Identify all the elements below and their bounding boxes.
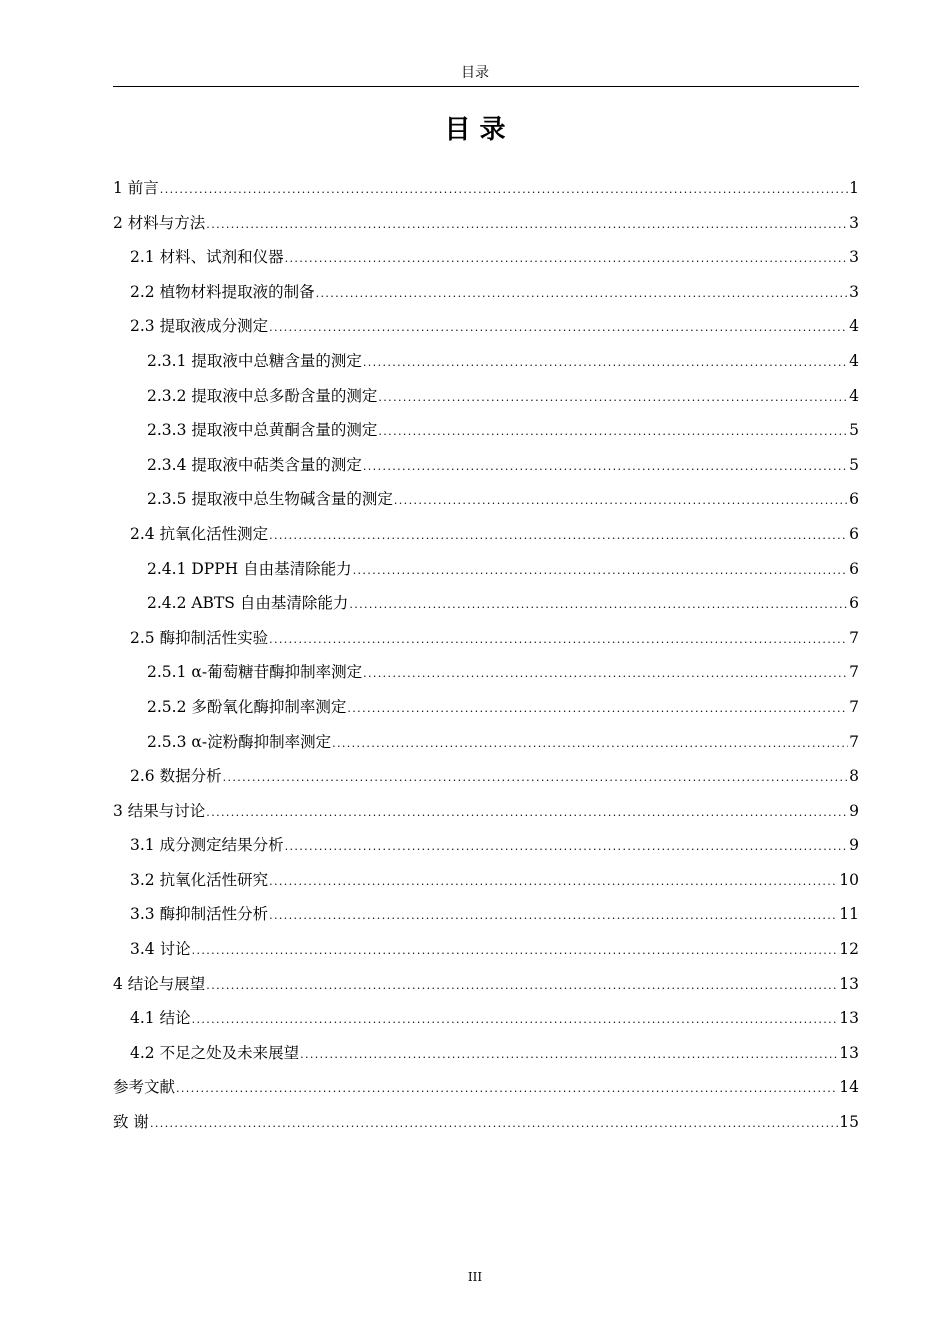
toc-entry[interactable]	[113, 690, 859, 725]
toc-entry[interactable]	[113, 448, 859, 483]
header-rule	[113, 86, 859, 87]
toc-entry-label: 2.3.3 提取液中总黄酮含量的测定	[147, 421, 378, 440]
toc-dot-leader	[223, 761, 849, 796]
toc-entry-label: 2.4.2 ABTS 自由基清除能力	[147, 594, 349, 613]
toc-entry-label: 2.6 数据分析	[130, 767, 222, 786]
toc-entry-page: 12	[839, 940, 859, 959]
toc-entry[interactable]	[113, 828, 859, 863]
toc-dot-leader	[192, 1003, 839, 1038]
toc-entry[interactable]	[113, 725, 859, 760]
toc-entry-label: 3 结果与讨论	[113, 801, 206, 820]
toc-entry-label: 2.4 抗氧化活性测定	[130, 524, 269, 543]
toc-title: 目 录	[444, 115, 506, 145]
toc-dot-leader	[394, 484, 848, 519]
toc-entry[interactable]	[113, 932, 859, 967]
toc-entry-label: 2.3.4 提取液中萜类含量的测定	[147, 455, 362, 474]
toc-dot-leader	[353, 554, 849, 589]
toc-entry[interactable]	[113, 309, 859, 344]
toc-dot-leader	[176, 1072, 838, 1107]
toc-dot-leader	[349, 588, 848, 623]
toc-entry[interactable]	[113, 655, 859, 690]
toc-dot-leader	[150, 1107, 838, 1142]
toc-dot-leader	[363, 346, 848, 381]
toc-entry[interactable]	[113, 379, 859, 414]
toc-entry[interactable]	[113, 171, 859, 206]
toc-entry-page: 14	[839, 1078, 859, 1097]
toc-entry-page: 6	[849, 524, 859, 543]
toc-entry[interactable]	[113, 586, 859, 621]
toc-entry-label: 2.3 提取液成分测定	[130, 317, 269, 336]
toc-entry-label: 2.5.3 α-淀粉酶抑制率测定	[147, 732, 332, 751]
toc-entry-label: 2.2 植物材料提取液的制备	[130, 282, 315, 301]
toc-entry-page: 9	[849, 836, 859, 855]
toc-entry-page: 10	[839, 870, 859, 889]
toc-dot-leader	[347, 692, 848, 727]
toc-entry-page: 13	[839, 1043, 859, 1062]
toc-entry-page: 5	[849, 455, 859, 474]
toc-entry[interactable]	[113, 1036, 859, 1071]
toc-entry-page: 4	[849, 351, 859, 370]
toc-dot-leader	[316, 277, 849, 312]
toc-entry-page: 4	[849, 386, 859, 405]
toc-entry[interactable]	[113, 552, 859, 587]
toc-entry[interactable]	[113, 1070, 859, 1105]
toc-entry-label: 2 材料与方法	[113, 213, 206, 232]
toc-entry-label: 2.5 酶抑制活性实验	[130, 628, 269, 647]
toc-dot-leader	[378, 381, 848, 416]
toc-entry-label: 2.5.1 α-葡萄糖苷酶抑制率测定	[147, 663, 363, 682]
toc-entry-page: 4	[849, 317, 859, 336]
toc-entry-label: 3.4 讨论	[130, 940, 191, 959]
toc-dot-leader	[206, 969, 838, 1004]
toc-dot-leader	[285, 242, 849, 277]
toc-entry[interactable]	[113, 897, 859, 932]
toc-entry-page: 11	[839, 905, 859, 924]
toc-entry-label: 2.3.5 提取液中总生物碱含量的测定	[147, 490, 393, 509]
toc-entry-page: 3	[849, 213, 859, 232]
toc-entry[interactable]	[113, 240, 859, 275]
toc-entry-page: 7	[849, 732, 859, 751]
toc-entry-label: 2.3.2 提取液中总多酚含量的测定	[147, 386, 378, 405]
toc-dot-leader	[363, 450, 848, 485]
toc-entry-page: 6	[849, 490, 859, 509]
toc-dot-leader	[269, 899, 838, 934]
toc-entry-label: 4 结论与展望	[113, 974, 206, 993]
toc-entry-label: 参考文献	[113, 1078, 176, 1097]
toc-entry[interactable]	[113, 967, 859, 1002]
toc-entry-page: 7	[849, 628, 859, 647]
toc-dot-leader	[160, 173, 848, 208]
toc-dot-leader	[206, 796, 848, 831]
toc-dot-leader	[300, 1038, 838, 1073]
toc-entry[interactable]	[113, 206, 859, 241]
toc-dot-leader	[206, 208, 848, 243]
toc-dot-leader	[192, 934, 839, 969]
toc-entry-page: 6	[849, 559, 859, 578]
toc-entry-label: 2.5.2 多酚氧化酶抑制率测定	[147, 697, 347, 716]
toc-entry-label: 3.3 酶抑制活性分析	[130, 905, 269, 924]
page-number: III	[467, 1270, 483, 1284]
toc-entry[interactable]	[113, 1105, 859, 1140]
toc-entry-label: 1 前言	[113, 179, 159, 197]
toc-entry[interactable]	[113, 1001, 859, 1036]
toc-dot-leader	[269, 519, 848, 554]
toc-entry-label: 致 谢	[113, 1113, 149, 1132]
toc-entry-page: 3	[849, 248, 859, 267]
toc-entry[interactable]	[113, 621, 859, 656]
toc-entry-label: 3.1 成分测定结果分析	[130, 836, 284, 855]
toc-entry-label: 2.3.1 提取液中总糖含量的测定	[147, 351, 362, 370]
toc-entry-page: 13	[839, 974, 859, 993]
toc-entry-label: 2.1 材料、试剂和仪器	[130, 248, 284, 267]
toc-entry-page: 15	[839, 1113, 859, 1132]
table-of-contents	[113, 171, 859, 1140]
toc-entry-label: 2.4.1 DPPH 自由基清除能力	[147, 559, 352, 578]
toc-dot-leader	[269, 623, 848, 658]
toc-dot-leader	[378, 415, 848, 450]
toc-entry-page: 9	[849, 801, 859, 820]
toc-entry-page: 5	[849, 421, 859, 440]
toc-entry[interactable]	[113, 413, 859, 448]
toc-entry-label: 4.2 不足之处及未来展望	[130, 1043, 300, 1062]
toc-entry-page: 7	[849, 697, 859, 716]
toc-entry-page: 1	[849, 179, 859, 197]
toc-entry[interactable]	[113, 275, 859, 310]
toc-entry-page: 13	[839, 1009, 859, 1028]
toc-entry-page: 7	[849, 663, 859, 682]
toc-entry[interactable]	[113, 863, 859, 898]
toc-entry[interactable]	[113, 794, 859, 829]
toc-dot-leader	[285, 830, 849, 865]
running-header: 目录	[461, 65, 489, 81]
toc-entry-label: 4.1 结论	[130, 1009, 191, 1028]
toc-entry-page: 3	[849, 282, 859, 301]
toc-entry[interactable]	[113, 517, 859, 552]
toc-entry-page: 8	[849, 767, 859, 786]
toc-entry[interactable]	[113, 482, 859, 517]
toc-dot-leader	[363, 657, 848, 692]
toc-entry-page: 6	[849, 594, 859, 613]
toc-dot-leader	[332, 727, 848, 762]
toc-entry[interactable]	[113, 759, 859, 794]
toc-dot-leader	[269, 865, 838, 900]
toc-dot-leader	[269, 311, 848, 346]
toc-entry-label: 3.2 抗氧化活性研究	[130, 870, 269, 889]
toc-entry[interactable]	[113, 344, 859, 379]
